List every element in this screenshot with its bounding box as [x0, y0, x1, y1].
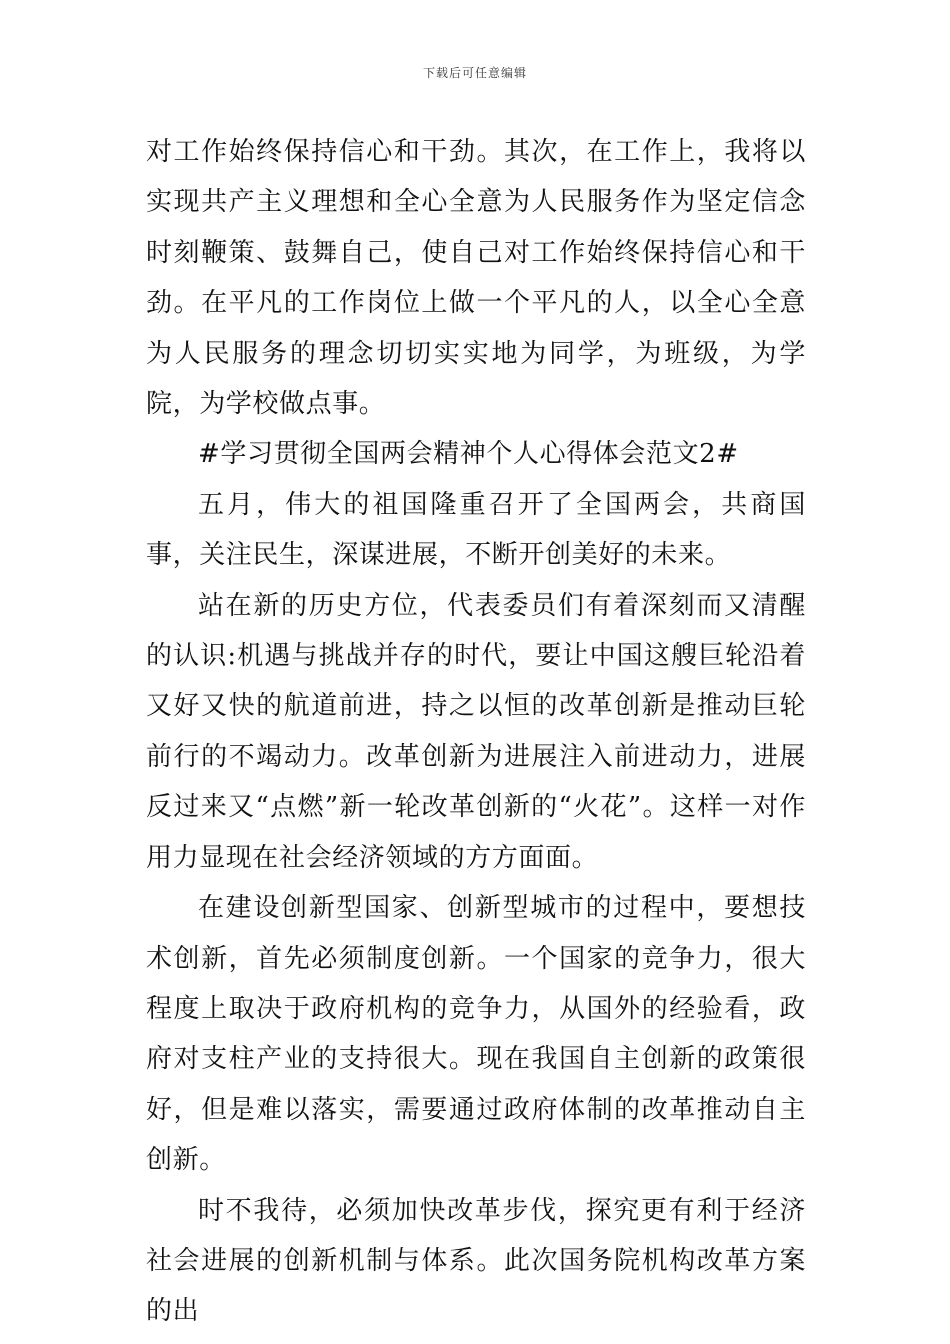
paragraph: 站在新的历史方位，代表委员们有着深刻而又清醒的认识:机遇与挑战并存的时代，要让中国这艘巨轮沿着又好又快的航道前进，持之以恒的改革创新是推动巨轮前行的不竭动力。改革创新为进展注入前进动力，进展反过来又“点燃”新一轮改革创新的“火花”。这样一对作用力显现在社会经济领域的方方面面。 — [146, 590, 806, 873]
header-note: 下载后可任意编辑 — [422, 66, 527, 80]
paragraph: 五月，伟大的祖国隆重召开了全国两会，共商国事，关注民生，深谋进展，不断开创美好的未来。 — [146, 489, 806, 571]
paragraph: 在建设创新型国家、创新型城市的过程中，要想技术创新，首先必须制度创新。一个国家的竞争力，很大程度上取决于政府机构的竞争力，从国外的经验看，政府对支柱产业的支持很大。现在我国自主创新的政策很好，但是难以落实，需要通过政府体制的改革推动自主创新。 — [146, 893, 806, 1176]
paragraph: 时不我待，必须加快改革步伐，探究更有利于经济社会进展的创新机制与体系。此次国务院机构改革方案的出 — [146, 1195, 806, 1327]
paragraph-continuation: 对工作始终保持信心和干劲。其次，在工作上，我将以实现共产主义理想和全心全意为人民服务作为坚定信念时刻鞭策、鼓舞自己，使自己对工作始终保持信心和干劲。在平凡的工作岗位上做一个平凡的人，以全心全意为人民服务的理念切切实实地为同学，为班级，为学院，为学校做点事。 — [146, 137, 806, 420]
document-body — [146, 127, 806, 1337]
section-heading: #学习贯彻全国两会精神个人心得体会范文2# — [198, 439, 739, 470]
